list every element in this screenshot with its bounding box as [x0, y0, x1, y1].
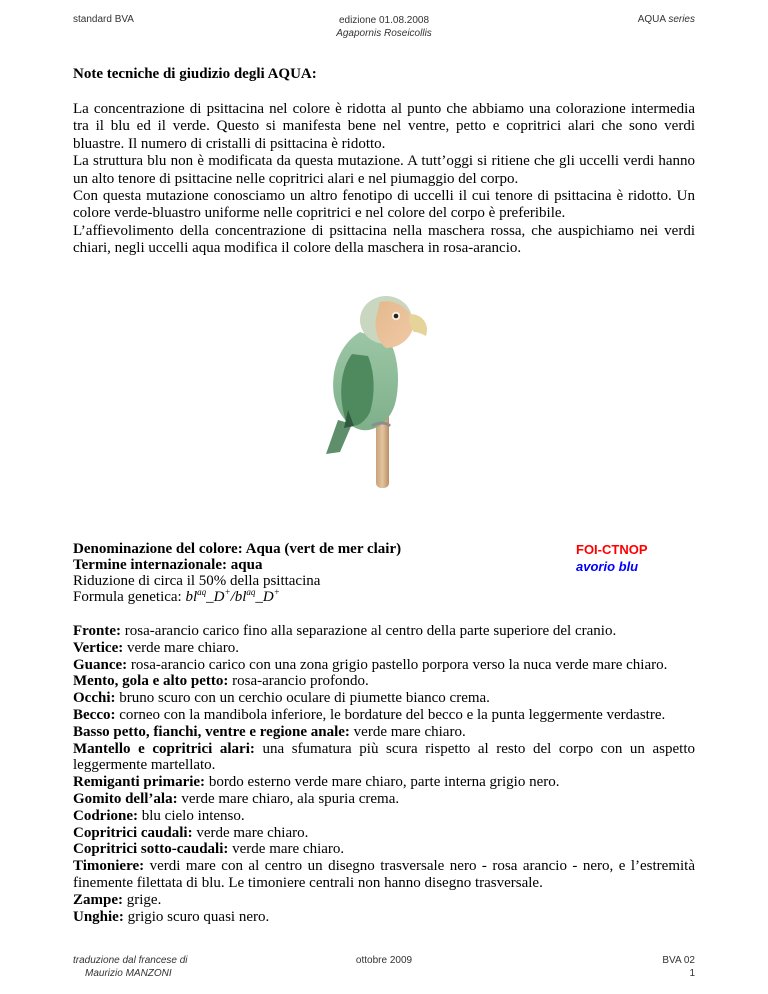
description-label: Codrione:	[73, 807, 138, 824]
formula-part: _D	[255, 589, 274, 605]
formula-sup: aq	[246, 587, 256, 597]
description-text: verde mare chiaro.	[349, 723, 466, 740]
description-label: Copritrici caudali:	[73, 824, 193, 841]
description-label: Fronte:	[73, 623, 122, 639]
description-item	[73, 673, 695, 690]
psittacine-reduction: Riduzione di circa il 50% della psittacina	[73, 573, 321, 589]
description-text: verde mare chiaro.	[192, 824, 309, 841]
description-text: rosa-arancio carico con una zona grigio pastello porpora verso la nuca verde mare chiaro.	[127, 656, 668, 673]
description-label: Copritrici sotto-caudali:	[73, 841, 229, 858]
description-label: Remiganti primarie:	[73, 774, 206, 791]
intro-paragraph: La struttura blu non è modificata da questa mutazione. A tutt’oggi si ritiene che gli uccelli verdi hanno un alto tenore di psittacine nelle copritrici alari e nel piumaggio del corpo.	[73, 153, 695, 187]
intro-paragraph: L’affievolimento della concentrazione di psittacina nella maschera rossa, che auspichiamo nei verdi chiari, negli uccelli aqua modifica il colore della maschera in rosa-arancio.	[73, 222, 695, 257]
description-text: una sfumatura più scura rispetto al resto del corpo con un aspetto leggermente martellato.	[73, 740, 695, 774]
formula-part: _D	[206, 589, 225, 605]
section-title: Note tecniche di giudizio degli AQUA:	[73, 66, 317, 82]
international-term: Termine internazionale: aqua	[73, 557, 263, 573]
description-item	[73, 909, 695, 926]
description-item	[73, 808, 695, 825]
description-item	[73, 657, 695, 674]
footer-page-info	[662, 954, 695, 980]
description-item	[73, 640, 695, 657]
header-species: Agapornis Roseicollis	[336, 28, 432, 39]
description-text: corneo con la mandibola inferiore, le bordature del becco e la punta leggermente verdastre.	[115, 706, 666, 723]
description-text: grigio scuro quasi nero.	[123, 908, 270, 925]
description-text: blu cielo intenso.	[138, 807, 245, 824]
description-label: Mantello e copritrici alari:	[73, 740, 255, 757]
color-info	[73, 541, 553, 605]
description-item	[73, 623, 695, 640]
description-list	[73, 623, 695, 925]
description-text: rosa-arancio profondo.	[228, 673, 369, 690]
description-label: Becco:	[73, 706, 116, 723]
foi-block	[576, 541, 648, 575]
footer-document-code: BVA 02	[662, 955, 695, 966]
description-label: Guance:	[73, 656, 128, 673]
description-text: verde mare chiaro, ala spuria crema.	[177, 790, 400, 807]
description-item	[73, 741, 695, 775]
description-item	[73, 825, 695, 842]
genetic-formula	[73, 589, 553, 605]
formula-sup: aq	[197, 587, 207, 597]
footer-translation-note: traduzione dal francese di	[73, 955, 188, 966]
header-series-label: series	[668, 14, 695, 25]
description-text: verde mare chiaro.	[123, 639, 240, 656]
formula-part: /bl	[230, 589, 247, 605]
description-item	[73, 690, 695, 707]
description-item	[73, 724, 695, 741]
color-denomination: Denominazione del colore: Aqua (vert de mer clair)	[73, 541, 402, 557]
description-text: bruno scuro con un cerchio oculare di piumette bianco crema.	[115, 690, 490, 707]
formula-part: bl	[185, 589, 198, 605]
description-item	[73, 791, 695, 808]
header-series-name: AQUA	[637, 14, 666, 25]
description-item	[73, 707, 695, 724]
beak-shape	[409, 314, 427, 336]
genetic-formula-label: Formula genetica:	[73, 589, 186, 605]
formula-sup: +	[224, 587, 231, 597]
foi-color-name: avorio blu	[576, 559, 639, 574]
description-label: Mento, gola e alto petto:	[73, 673, 229, 690]
description-text: rosa-arancio carico fino alla separazione al centro della parte superiore del cranio.	[121, 623, 617, 639]
description-label: Zampe:	[73, 891, 123, 908]
foi-code: FOI-CTNOP	[576, 542, 648, 557]
lovebird-illustration	[300, 292, 450, 490]
footer-translator-name: Maurizio MANZONI	[85, 968, 172, 979]
description-label: Unghie:	[73, 908, 124, 925]
page-number: 1	[689, 968, 695, 979]
intro-paragraph: La concentrazione di psittacina nel colore è ridotta al punto che abbiamo una colorazione intermedia tra il blu ed il verde. Questo si manifesta bene nel ventre, petto e copritrici alari che sono verdi bluastre. Il numero di cristalli di psittacina è ridotto.	[73, 101, 695, 152]
intro-paragraph: Con questa mutazione conosciamo un altro fenotipo di uccelli il cui tenore di psittacina è ridotto. Un colore verde-bluastro uniforme nelle copritrici e nel colore del corpo è preferibile.	[73, 188, 695, 222]
description-label: Gomito dell’ala:	[73, 790, 178, 807]
description-label: Timoniere:	[73, 858, 145, 875]
description-text: verde mare chiaro.	[228, 841, 345, 858]
description-item	[73, 841, 695, 858]
description-text: verdi mare con al centro un disegno trasversale nero - rosa arancio - nero, e l’estremità finemente filettata di blu. Le timoniere centrali non hanno disegno trasversale.	[73, 858, 695, 891]
description-item	[73, 858, 695, 892]
description-item	[73, 892, 695, 909]
description-item	[73, 774, 695, 791]
footer-date: ottobre 2009	[355, 955, 413, 966]
description-label: Basso petto, fianchi, ventre e regione anale:	[73, 723, 350, 740]
intro-text	[73, 101, 695, 258]
header-right	[638, 14, 695, 25]
description-label: Vertice:	[73, 639, 124, 656]
description-label: Occhi:	[73, 690, 116, 707]
header-left: standard BVA	[73, 14, 134, 25]
eye-shape	[394, 314, 399, 319]
description-text: grige.	[123, 891, 162, 908]
description-text: bordo esterno verde mare chiaro, parte interna grigio nero.	[205, 774, 560, 791]
header-edition: edizione 01.08.2008	[338, 15, 430, 26]
formula-sup: +	[273, 587, 280, 597]
